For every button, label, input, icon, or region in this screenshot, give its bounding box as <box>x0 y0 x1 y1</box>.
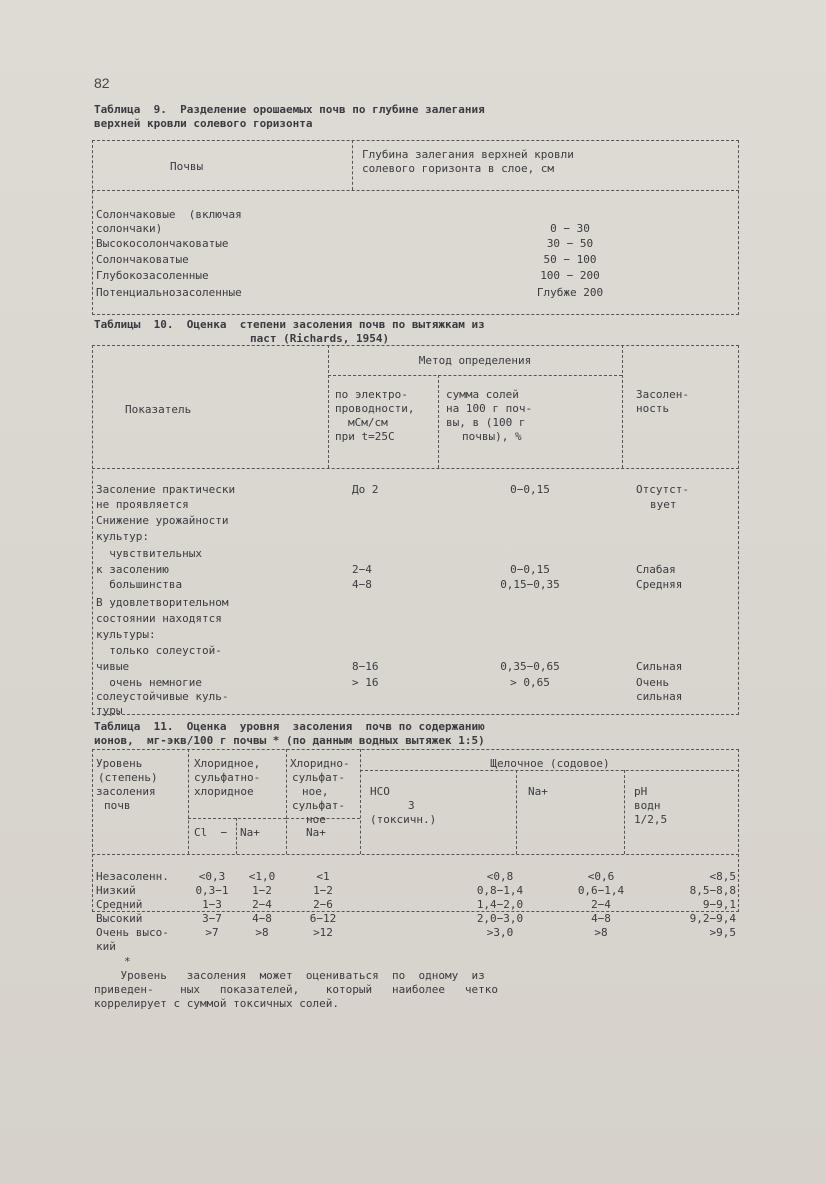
table11-h-alk: Щелочное (содовое) <box>490 757 610 770</box>
table11-r5-lvl2: кий <box>96 940 116 953</box>
table10-col-divider-2 <box>438 375 439 468</box>
table11-r3-hco: 1,4−2,0 <box>476 898 524 911</box>
table11-r1-cl: <0,3 <box>198 870 226 883</box>
table11-r5-na1: >8 <box>255 926 269 939</box>
table11-r2-lvl: Низкий <box>96 884 136 897</box>
table11-r1-na1: <1,0 <box>248 870 276 883</box>
table11-h-na1: Na+ <box>240 826 260 839</box>
table11-col-div-5 <box>624 770 625 854</box>
table10-r4-ind-4: только солеустой- <box>96 644 222 657</box>
table11-h-ph-3: 1/2,5 <box>634 813 668 826</box>
table10-header-method: Метод определения <box>418 354 532 367</box>
table10-r3-salts: 0,15−0,35 <box>500 578 560 591</box>
table11-r4-hco: 2,0−3,0 <box>476 912 524 925</box>
table10-header-salts-1: сумма солей <box>446 388 519 401</box>
table11-r5-lvl: Очень высо- <box>96 926 169 939</box>
table9-row4-soil: Глубокозасоленные <box>96 269 209 282</box>
table10-r4-ec: 8−16 <box>352 660 379 673</box>
table11-h-chl-1: Хлоридное, <box>194 757 261 770</box>
table10-caption-line2: паст (Richards, 1954) <box>250 332 390 345</box>
table10-header-salinity-1: Засолен- <box>636 388 689 401</box>
table9-row2-soil: Высокосолончаковатые <box>96 237 229 250</box>
table9-header-rule <box>92 190 739 191</box>
table11-sub-rule-1 <box>188 818 286 819</box>
table11-r2-na1: 1−2 <box>252 884 272 897</box>
table11-r4-na2: 6−12 <box>309 912 337 925</box>
table10-r1-salts: 0−0,15 <box>510 483 550 496</box>
table11-r5-cl: >7 <box>205 926 219 939</box>
table10-r4-ind-1: В удовлетворительном <box>96 596 229 609</box>
table10-r4-ind-5: чивые <box>96 660 130 673</box>
table11-r5-na2: >12 <box>313 926 333 939</box>
table11-r2-ph: 8,5−8,8 <box>689 884 736 897</box>
table11-r2-na3: 0,6−1,4 <box>577 884 625 897</box>
table11-h-hco-3: (токсичн.) <box>370 813 437 826</box>
table10-header-salts-2: на 100 г поч- <box>446 402 533 415</box>
table10-r1-ind-1: Засоление практически <box>96 483 236 496</box>
table10-r5-sal-2: сильная <box>636 690 683 703</box>
table10-header-ec-4: при t=25C <box>335 430 395 443</box>
table11-h-ph-2: водн <box>634 799 661 812</box>
table11-h-level-3: засоления <box>96 785 156 798</box>
table9-row3-depth: 50 − 100 <box>543 253 597 266</box>
table10-r2-ec: 2−4 <box>352 563 372 576</box>
table10-r2-ind-2: культур: <box>96 530 149 543</box>
table11-h-sulf-5: ное <box>306 813 326 826</box>
table10-r1-ec: До 2 <box>352 483 379 496</box>
table9-header-depth-l2: солевого горизонта в слое, см <box>362 162 555 175</box>
table11-h-chl-3: хлоридное <box>194 785 254 798</box>
table11-r3-ph: 9−9,1 <box>702 898 736 911</box>
table10-r2-salts: 0−0,15 <box>510 563 550 576</box>
table11-h-level-4: почв <box>104 799 131 812</box>
table10-caption-line1: Таблицы 10. Оценка степени засоления почв по вытяжкам из <box>94 318 485 331</box>
table11-h-level-1: Уровень <box>96 757 143 770</box>
table9-header-depth-l1: Глубина залегания верхней кровли <box>362 148 574 161</box>
table10-r5-ind-3: туры <box>96 704 123 717</box>
table10-header-salts-3: вы, в (100 г <box>446 416 526 429</box>
table10-col-divider-3 <box>622 345 623 468</box>
table10-header-ec-1: по электро- <box>335 388 408 401</box>
table11-r1-na2: <1 <box>316 870 330 883</box>
page-number: 82 <box>94 75 110 91</box>
table11-r4-lvl: Высокий <box>96 912 143 925</box>
table10-r1-sal-1: Отсутст- <box>636 483 689 496</box>
table10-r5-ec: > 16 <box>352 676 379 689</box>
table9-col-divider <box>352 140 353 190</box>
table10-header-ec-3: мСм/см <box>348 416 388 429</box>
table10-r4-ind-2: состоянии находятся <box>96 612 222 625</box>
table10-r3-sal: Средняя <box>636 578 683 591</box>
table9-row3-soil: Солончаковатые <box>96 253 189 266</box>
table11-r5-na3: >8 <box>594 926 608 939</box>
table11-r2-hco: 0,8−1,4 <box>476 884 524 897</box>
table11-col-div-sub <box>236 818 237 854</box>
table11-col-div-1 <box>188 749 189 854</box>
table10-r1-ind-2: не проявляется <box>96 498 189 511</box>
table10-r4-sal: Сильная <box>636 660 683 673</box>
table11-col-div-4 <box>516 770 517 854</box>
table10-r2-ind-1: Снижение урожайности <box>96 514 229 527</box>
footnote-line2: приведен- ных показателей, который наиболее четко <box>94 983 498 996</box>
table11-h-chl-2: сульфатно- <box>194 771 261 784</box>
table11-r3-na2: 2−6 <box>313 898 333 911</box>
table9-row1-depth: 0 − 30 <box>550 222 590 235</box>
table11-h-hco-1: HCO <box>370 785 390 798</box>
table11-r3-na1: 2−4 <box>252 898 272 911</box>
table11-r4-cl: 3−7 <box>202 912 222 925</box>
table11-h-sulf-4: сульфат- <box>292 799 345 812</box>
table9-row2-depth: 30 − 50 <box>546 237 594 250</box>
table10-r5-salts: > 0,65 <box>510 676 550 689</box>
table10-r2-ind-3: чувствительных <box>96 547 202 560</box>
table10-r3-ind: большинства <box>96 578 183 591</box>
table9-caption-line2: верхней кровли солевого горизонта <box>94 117 313 130</box>
table11-caption-line2: ионов, мг-экв/100 г почвы * (по данным водных вытяжек 1:5) <box>94 734 485 747</box>
table10-col-divider-1 <box>328 345 329 468</box>
table11-caption-line1: Таблица 11. Оценка уровня засоления почв по содержанию <box>94 720 485 733</box>
table11-h-sulf-2: сульфат- <box>292 771 345 784</box>
table11-r1-lvl: Незасоленн. <box>96 870 169 883</box>
table11-r1-na3: <0,6 <box>587 870 615 883</box>
table9-row5-soil: Потенциальнозасоленные <box>96 286 242 299</box>
table10-r5-ind-2: солеустойчивые куль- <box>96 690 229 703</box>
table10-header-ec-2: проводности, <box>335 402 415 415</box>
footnote-star: * <box>124 955 131 968</box>
table11-h-cl: Cl − <box>194 826 228 839</box>
table11-r2-na2: 1−2 <box>313 884 333 897</box>
table11-header-rule <box>92 854 739 855</box>
table11-h-hco-2: 3 <box>408 799 415 812</box>
table11-alk-rule <box>360 770 739 771</box>
table11-h-na2: Na+ <box>306 826 326 839</box>
table11-r5-hco: >3,0 <box>486 926 514 939</box>
table11-h-ph-1: pH <box>634 785 648 798</box>
table11-r1-ph: <8,5 <box>709 870 736 883</box>
table11-r4-na3: 4−8 <box>591 912 611 925</box>
table10-header-salinity-2: ность <box>636 402 670 415</box>
table11-r3-na3: 2−4 <box>591 898 611 911</box>
table11-h-sulf-1: Хлоридно- <box>290 757 350 770</box>
table10-header-indicator: Показатель <box>125 403 192 416</box>
table9-header-soils: Почвы <box>170 160 204 173</box>
table10-header-salts-4: почвы), % <box>462 430 522 443</box>
table10-r5-ind-1: очень немногие <box>96 676 202 689</box>
footnote-line3: коррелирует с суммой токсичных солей. <box>94 997 340 1010</box>
table10-method-rule <box>328 375 622 376</box>
table10-r5-sal-1: Очень <box>636 676 670 689</box>
table11-r2-cl: 0,3−1 <box>195 884 229 897</box>
table10-r3-ec: 4−8 <box>352 578 372 591</box>
table11-r3-lvl: Средний <box>96 898 143 911</box>
table11-r5-ph: >9,5 <box>709 926 736 939</box>
table9-row1-soil-l1: Солончаковые (включая <box>96 208 242 221</box>
table10-r2-sal: Слабая <box>636 563 676 576</box>
table9-caption-line1: Таблица 9. Разделение орошаемых почв по глубине залегания <box>94 103 485 116</box>
table9-row4-depth: 100 − 200 <box>540 269 600 282</box>
table11-col-div-3 <box>360 749 361 854</box>
table10-r2-ind-4: к засолению <box>96 563 169 576</box>
table11-h-level-2: (степень) <box>98 771 158 784</box>
table10-r4-ind-3: культуры: <box>96 628 156 641</box>
table9-row5-depth: Глубже 200 <box>536 286 604 299</box>
footnote-line1: Уровень засоления может оцениваться по одному из <box>94 969 485 982</box>
table11-h-na: Na+ <box>528 785 548 798</box>
table11-r3-cl: 1−3 <box>202 898 222 911</box>
table11-r1-hco: <0,8 <box>486 870 514 883</box>
table10-header-rule <box>92 468 739 469</box>
table11-col-div-2 <box>286 749 287 854</box>
table11-h-sulf-3: ное, <box>302 785 329 798</box>
table9-row1-soil-l2: солончаки) <box>96 222 163 235</box>
table10-r1-sal-2: вует <box>650 498 677 511</box>
table11-r4-ph: 9,2−9,4 <box>689 912 736 925</box>
table11-r4-na1: 4−8 <box>252 912 272 925</box>
table10-r4-salts: 0,35−0,65 <box>500 660 560 673</box>
